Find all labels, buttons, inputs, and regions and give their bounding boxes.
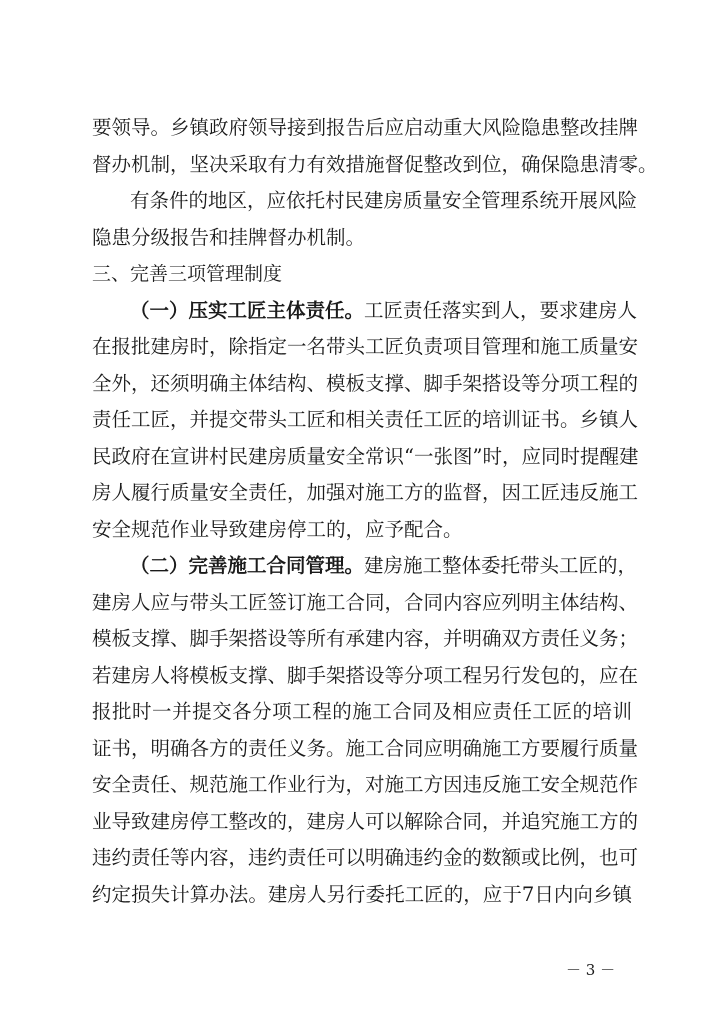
paragraph-line: 要领导。乡镇政府领导接到报告后应启动重大风险隐患整改挂牌	[92, 116, 639, 139]
paragraph-line: 业导致建房停工整改的，建房人可以解除合同，并追究施工方的	[92, 810, 639, 833]
paragraph-line: 违约责任等内容，违约责任可以明确违约金的数额或比例，也可	[92, 846, 639, 869]
item-two-first-line-text: 建房施工整体委托带头工匠的，	[364, 554, 638, 577]
page-number: － 3 －	[566, 961, 616, 979]
paragraph-line: 安全责任、规范施工作业行为，对施工方因违反施工安全规范作	[92, 773, 639, 796]
paragraph-line: 全外，还须明确主体结构、模板支撑、脚手架搭设等分项工程的	[92, 372, 639, 395]
paragraph-line: 报批时一并提交各分项工程的施工合同及相应责任工匠的培训	[92, 700, 632, 723]
item-one-title: （一）压实工匠主体责任。	[130, 299, 365, 322]
item-one-first-line-text: 工匠责任落实到人，要求建房人	[364, 299, 638, 322]
paragraph-line: 模板支撑、脚手架搭设等所有承建内容，并明确双方责任义务；	[92, 627, 639, 650]
paragraph-line: 责任工匠，并提交带头工匠和相关责任工匠的培训证书。乡镇人	[92, 408, 639, 431]
paragraph-line: 证书，明确各方的责任义务。施工合同应明确施工方要履行质量	[92, 737, 639, 760]
paragraph-line: 民政府在宣讲村民建房质量安全常识“一张图”时，应同时提醒建	[92, 445, 639, 468]
paragraph-line: 督办机制，坚决采取有力有效措施督促整改到位，确保隐患清零。	[92, 153, 658, 176]
item-two-title: （二）完善施工合同管理。	[130, 554, 365, 577]
item-two-first-line	[130, 551, 638, 581]
paragraph-line: 在报批建房时，除指定一名带头工匠负责项目管理和施工质量安	[92, 335, 639, 358]
paragraph-line: 建房人应与带头工匠签订施工合同，合同内容应列明主体结构、	[92, 591, 639, 614]
section-heading: 三、完善三项管理制度	[92, 263, 283, 285]
paragraph-line: 房人履行质量安全责任，加强对施工方的监督，因工匠违反施工	[92, 481, 639, 504]
paragraph-line: 约定损失计算办法。建房人另行委托工匠的，应于7日内向乡镇	[92, 883, 632, 906]
item-one-first-line	[130, 296, 638, 326]
paragraph-line: 有条件的地区，应依托村民建房质量安全管理系统开展风险	[130, 189, 638, 212]
paragraph-line: 隐患分级报告和挂牌督办机制。	[92, 226, 366, 249]
paragraph-line: 若建房人将模板支撑、脚手架搭设等分项工程另行发包的，应在	[92, 664, 639, 687]
paragraph-line: 安全规范作业导致建房停工的，应予配合。	[92, 518, 463, 541]
